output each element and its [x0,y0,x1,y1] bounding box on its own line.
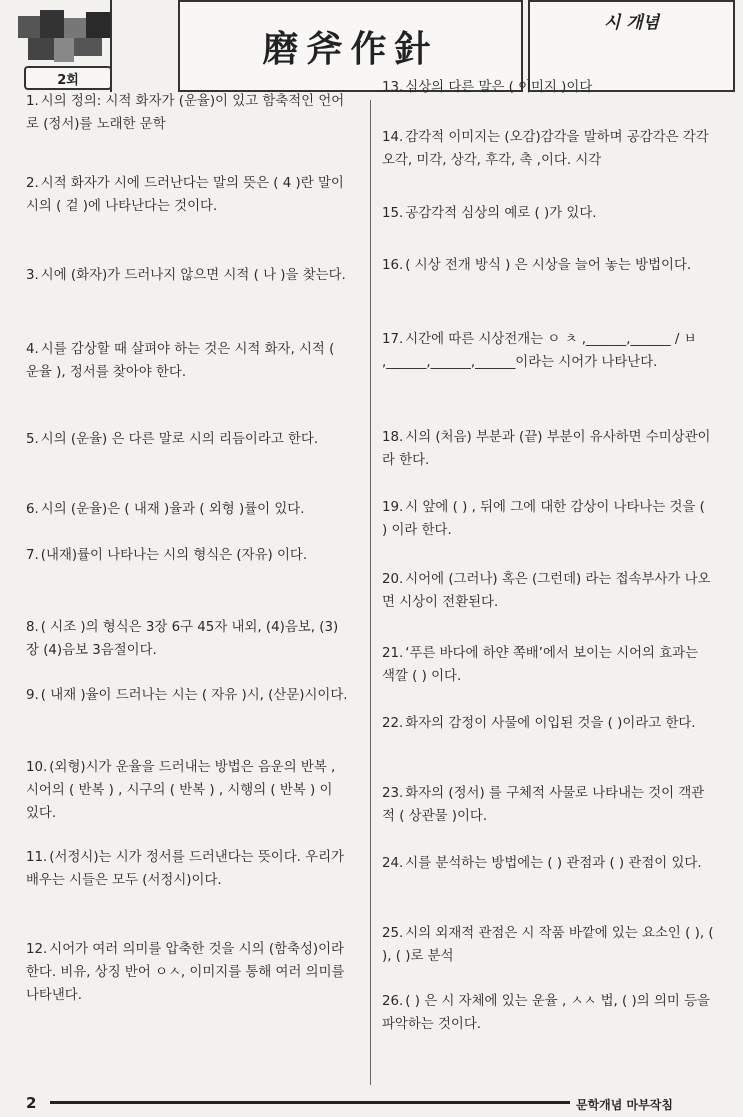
question-item: 8. ( 시조 )의 형식은 3장 6구 45자 내외, (4)음보, (3) 장 (4)음보 3음절이다. [26,620,339,658]
question-item: 14. 감각적 이미지는 (오감)감각을 말하며 공감각은 각각 오각, 미각, 상각, 후각, 촉 ,이다. 시각 [382,130,709,168]
question-item: 7. (내재)률이 나타나는 시의 형식은 (자유) 이다. [26,548,308,563]
question-item: 15. 공감각적 심상의 예로 ( )가 있다. [382,206,597,221]
question-item: 16. ( 시상 전개 방식 ) 은 시상을 늘어 놓는 방법이다. [382,258,692,273]
question-item: 2. 시적 화자가 시에 드러난다는 말의 뜻은 ( 4 )란 말이 시의 ( 겉 )에 나타난다는 것이다. [26,176,344,214]
question-item: 22. 화자의 감정이 사물에 이입된 것을 ( )이라고 한다. [382,716,696,731]
question-item: 26. ( ) 은 시 자체에 있는 운율 , ㅅㅅ 법, ( )의 의미 등을 파악하는 것이다. [382,994,710,1032]
question-item: 10. (외형)시가 운율을 드러내는 방법은 음운의 반복 , 시어의 ( 반복 ) , 시구의 ( 반복 ) , 시행의 ( 반복 ) 이 있다. [26,760,336,821]
header-divider [110,0,182,92]
page-title: 磨斧作針 [262,27,439,70]
question-item: 25. 시의 외재적 관점은 시 작품 바깥에 있는 요소인 ( ), ( ), ( )로 분석 [382,926,714,964]
question-item: 4. 시를 감상할 때 살펴야 하는 것은 시적 화자, 시적 ( 운율 ), 정서를 찾아야 한다. [26,342,335,380]
question-item: 19. 시 앞에 ( ) , 뒤에 그에 대한 감상이 나타나는 것을 ( ) 이라 한다. [382,500,705,538]
question-item: 6. 시의 (운율)은 ( 내재 )율과 ( 외형 )률이 있다. [26,502,305,517]
footer-rule [50,1101,570,1104]
question-item: 5. 시의 (운율) 은 다른 말로 시의 리듬이라고 한다. [26,432,319,447]
question-item: 13. 심상의 다른 말은 ( 이미지 )이다 [382,80,593,95]
question-item: 21. ‘푸른 바다에 하얀 쪽배’에서 보이는 시어의 효과는 색깔 ( ) 이다. [382,646,699,684]
question-item: 11. (서정시)는 시가 정서를 드러낸다는 뜻이다. 우리가 배우는 시들은 모두 (서정시)이다. [26,850,344,888]
question-item: 9. ( 내재 )율이 드러나는 시는 ( 자유 )시, (산문)시이다. [26,688,348,703]
question-item: 1. 시의 정의: 시적 화자가 (운율)이 있고 함축적인 언어로 (정서)를 노래한 문학 [26,94,345,132]
question-item: 20. 시어에 (그러나) 혹은 (그런데) 라는 접속부사가 나오면 시상이 전환된다. [382,572,711,610]
question-item: 24. 시를 분석하는 방법에는 ( ) 관점과 ( ) 관점이 있다. [382,856,702,871]
topic-label: 시 개념 [603,13,660,33]
question-item: 18. 시의 (처음) 부분과 (끝) 부분이 유사하면 수미상관이라 한다. [382,430,711,468]
decorative-blocks [18,10,118,72]
footer-text: 문학개념 마부작침 [576,1098,673,1112]
round-badge: 2회 [24,66,112,90]
column-divider [370,100,371,1085]
page-number: 2 [26,1094,37,1112]
question-item: 17. 시간에 따른 시상전개는 ㅇ ㅊ ,______,______ / ㅂ ,______,______,______이라는 시어가 나타난다. [382,332,697,370]
question-item: 3. 시에 (화자)가 드러나지 않으면 시적 ( 나 )을 찾는다. [26,268,346,283]
question-item: 23. 화자의 (정서) 를 구체적 사물로 나타내는 것이 객관적 ( 상관물 )이다. [382,786,705,824]
question-item: 12. 시어가 여러 의미를 압축한 것을 시의 (함축성)이라 한다. 비유, 상징 반어 ㅇㅅ, 이미지를 통해 여러 의미를 나타낸다. [26,942,345,1003]
